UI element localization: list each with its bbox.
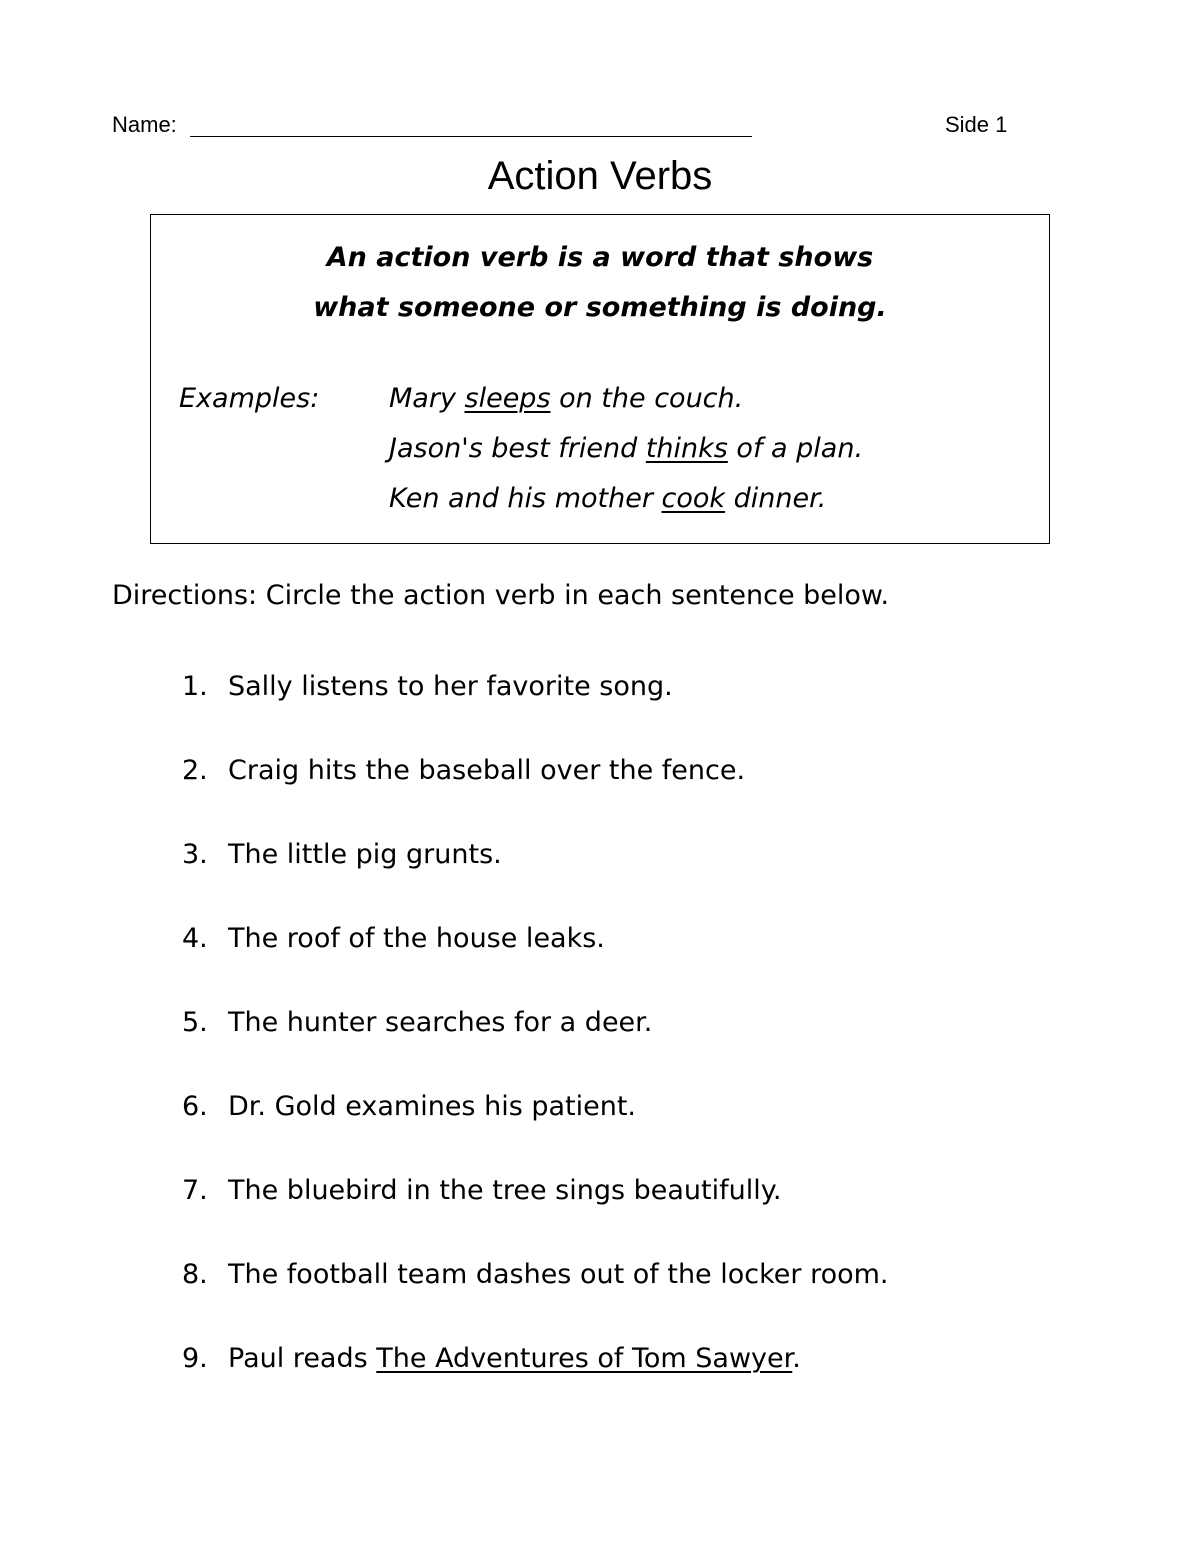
question-number: 9. — [182, 1343, 208, 1374]
header — [112, 112, 1012, 142]
examples-label: Examples: — [179, 383, 320, 414]
question-6 — [182, 1091, 636, 1122]
question-sentence[interactable]: The little pig grunts. — [228, 839, 502, 870]
question-number: 4. — [182, 923, 208, 954]
example-sentence-1 — [389, 383, 743, 414]
example-text: dinner. — [725, 483, 827, 514]
definition-box — [150, 214, 1050, 544]
directions-text: Directions: Circle the action verb in each sentence below. — [112, 580, 890, 611]
question-sentence[interactable]: The hunter searches for a deer. — [228, 1007, 653, 1038]
example-sentence-3 — [389, 483, 826, 514]
question-sentence[interactable]: The bluebird in the tree sings beautifully. — [228, 1175, 782, 1206]
side-label: Side 1 — [945, 112, 1008, 137]
example-text: Jason's best friend — [389, 433, 646, 464]
question-5 — [182, 1007, 652, 1038]
question-4 — [182, 923, 605, 954]
book-title: The Adventures of Tom Sawyer — [376, 1343, 793, 1374]
example-text: Mary — [389, 383, 465, 414]
question-8 — [182, 1259, 889, 1290]
question-number: 7. — [182, 1175, 208, 1206]
question-sentence[interactable]: The roof of the house leaks. — [228, 923, 605, 954]
definition-line-1: An action verb is a word that shows — [326, 242, 874, 273]
question-sentence[interactable]: The football team dashes out of the locker room. — [228, 1259, 889, 1290]
page-title: Action Verbs — [487, 154, 713, 198]
example-text: on the couch. — [550, 383, 744, 414]
question-number: 3. — [182, 839, 208, 870]
example-verb: sleeps — [464, 383, 551, 414]
example-verb: thinks — [645, 433, 728, 464]
question-number: 8. — [182, 1259, 208, 1290]
question-7 — [182, 1175, 781, 1206]
name-blank-line — [190, 112, 752, 137]
question-9 — [182, 1343, 801, 1374]
question-3 — [182, 839, 502, 870]
question-number: 5. — [182, 1007, 208, 1038]
question-2 — [182, 755, 745, 786]
question-sentence[interactable]: Paul reads — [228, 1343, 377, 1374]
example-text: Ken and his mother — [389, 483, 662, 514]
question-sentence-end: . — [792, 1343, 801, 1374]
example-text: of a plan. — [727, 433, 864, 464]
definition-text — [151, 233, 1049, 333]
example-sentence-2 — [389, 433, 863, 464]
question-sentence[interactable]: Craig hits the baseball over the fence. — [228, 755, 746, 786]
question-1 — [182, 671, 673, 702]
definition-line-2: what someone or something is doing. — [313, 292, 887, 323]
question-sentence[interactable]: Dr. Gold examines his patient. — [228, 1091, 637, 1122]
question-number: 1. — [182, 671, 208, 702]
name-label: Name: — [112, 112, 177, 137]
question-sentence[interactable]: Sally listens to her favorite song. — [228, 671, 673, 702]
example-verb: cook — [661, 483, 726, 514]
question-number: 2. — [182, 755, 208, 786]
question-number: 6. — [182, 1091, 208, 1122]
